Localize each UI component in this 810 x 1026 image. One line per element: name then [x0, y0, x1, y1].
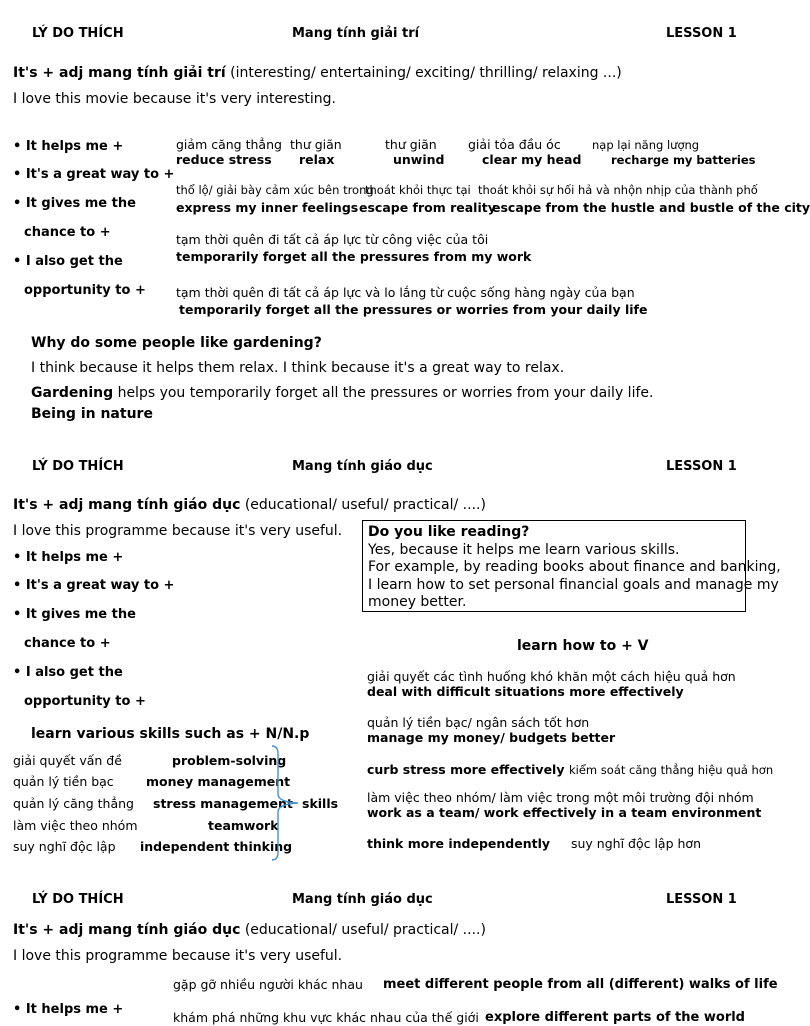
skill-5-en: independent thinking: [140, 839, 293, 854]
s1-row3-vi: tạm thời quên đi tất cả áp lực từ công việc của tôi: [176, 232, 489, 247]
s1-row1-vi-4: giải tỏa đầu óc: [468, 137, 561, 152]
s1-answer: I think because it helps them relax. I think because it's a great way to relax.: [31, 360, 565, 376]
s3-header-left: LÝ DO THÍCH: [32, 892, 124, 907]
s3-header-center: Mang tính giáo dục: [292, 892, 433, 907]
s3-explore-en: explore different parts of the world: [485, 1010, 745, 1025]
s2-bullet-opportunity: opportunity to +: [24, 694, 146, 709]
s3-meet-en: meet different people from all (different) walks of life: [383, 977, 778, 992]
s2-bullet-gives: • It gives me the: [13, 607, 136, 622]
s2-rule-rest: (educational/ useful/ practical/ ....): [240, 497, 486, 513]
s1-rule: [13, 65, 622, 81]
s1-nature: Being in nature: [31, 406, 153, 422]
skills-label: skills: [302, 796, 339, 811]
s1-row1-en-2: relax: [299, 152, 335, 167]
s1-row2-en-3: escape from the hustle and bustle of the city: [492, 200, 810, 215]
s1-row3-en: temporarily forget all the pressures from my work: [176, 249, 532, 264]
s1-gardening: [31, 385, 653, 401]
s1-row1-en-4: clear my head: [482, 152, 582, 167]
s1-row1-en-1: reduce stress: [176, 152, 272, 167]
skill-2-vi: quản lý tiền bạc: [13, 774, 114, 789]
skill-4-en: teamwork: [208, 818, 279, 833]
s1-row2-vi-1: thổ lộ/ giải bày cảm xúc bên trong: [176, 183, 374, 197]
s1-bullet-also: • I also get the: [13, 254, 123, 269]
how-item-4-en: work as a team/ work effectively in a team environment: [367, 805, 762, 820]
how-item-5-en: think more independently: [367, 836, 550, 851]
how-item-3-vi: kiểm soát căng thẳng hiệu quả hơn: [569, 763, 774, 777]
s1-gardening-rest: helps you temporarily forget all the pressures or worries from your daily life.: [113, 385, 654, 401]
s3-rule-bold: It's + adj mang tính giáo dục: [13, 922, 241, 938]
s1-row1-en-5: recharge my batteries: [611, 153, 756, 167]
s3-header-right: LESSON 1: [666, 892, 737, 907]
how-item-2-vi: quản lý tiền bạc/ ngân sách tốt hơn: [367, 715, 590, 730]
s2-example: I love this programme because it's very useful.: [13, 523, 343, 539]
s1-rule-rest: (interesting/ entertaining/ exciting/ thrilling/ relaxing ...): [225, 65, 622, 81]
s2-rule-bold: It's + adj mang tính giáo dục: [13, 497, 241, 513]
s3-rule-rest: (educational/ useful/ practical/ ....): [240, 922, 486, 938]
s1-row1-vi-5: nạp lại năng lượng: [592, 138, 700, 152]
box-line: Yes, because it helps me learn various skills.: [368, 541, 680, 558]
s1-row2-en-1: express my inner feelings: [176, 200, 359, 215]
s1-row1-vi-2: thư giãn: [290, 137, 342, 152]
learn-how-heading: learn how to + V: [517, 638, 649, 654]
skills-heading: learn various skills such as + N/N.p: [31, 726, 310, 742]
s2-header-left: LÝ DO THÍCH: [32, 459, 124, 474]
s2-bullet-great-way: • It's a great way to +: [13, 578, 175, 593]
s1-row2-vi-2: thoát khỏi thực tại: [365, 183, 471, 197]
how-item-2-en: manage my money/ budgets better: [367, 730, 616, 745]
s1-rule-bold: It's + adj mang tính giải trí: [13, 65, 226, 81]
skill-3-en: stress management: [153, 796, 293, 811]
s2-header-right: LESSON 1: [666, 459, 737, 474]
skills-brace-icon: [270, 744, 302, 862]
s1-row4-en: temporarily forget all the pressures or worries from your daily life: [179, 302, 648, 317]
s1-bullet-helps: • It helps me +: [13, 139, 124, 154]
s1-gardening-bold: Gardening: [31, 385, 114, 401]
s1-bullet-opportunity: opportunity to +: [24, 283, 146, 298]
s1-question: Why do some people like gardening?: [31, 335, 322, 351]
s2-bullet-chance: chance to +: [24, 636, 111, 651]
box-question: Do you like reading?: [368, 524, 530, 540]
s3-bullet-helps: • It helps me +: [13, 1002, 124, 1017]
skill-1-en: problem-solving: [172, 753, 287, 768]
s2-bullet-also: • I also get the: [13, 665, 123, 680]
s1-bullet-gives: • It gives me the: [13, 196, 136, 211]
s1-example: I love this movie because it's very interesting.: [13, 91, 336, 107]
how-item-1-vi: giải quyết các tình huống khó khăn một cách hiệu quả hơn: [367, 669, 736, 684]
box-line: For example, by reading books about finance and banking,: [368, 559, 781, 575]
skill-1-vi: giải quyết vấn đề: [13, 753, 122, 768]
s2-rule: [13, 497, 486, 513]
skill-3-vi: quản lý căng thẳng: [13, 796, 134, 811]
s1-row2-en-2: escape from reality: [359, 200, 496, 215]
skill-5-vi: suy nghĩ độc lập: [13, 839, 116, 854]
box-line: I learn how to set personal financial goals and manage my: [368, 576, 779, 593]
how-item-1-en: deal with difficult situations more effectively: [367, 684, 684, 699]
s1-row1-vi-3: thư giãn: [385, 137, 437, 152]
reading-example-box: [362, 520, 781, 612]
skill-2-en: money management: [146, 774, 291, 789]
s1-row2-vi-3: thoát khỏi sự hối hả và nhộn nhịp của thành phố: [478, 183, 758, 197]
s3-explore-vi: khám phá những khu vực khác nhau của thế giới: [173, 1010, 479, 1025]
skill-4-vi: làm việc theo nhóm: [13, 818, 138, 833]
box-line: money better.: [368, 594, 467, 610]
s2-bullet-helps: • It helps me +: [13, 550, 124, 565]
how-item-3-en: curb stress more effectively: [367, 762, 565, 777]
s1-bullet-great-way: • It's a great way to +: [13, 167, 175, 182]
s3-example: I love this programme because it's very useful.: [13, 948, 343, 964]
s3-rule: [13, 922, 486, 938]
s3-meet-vi: gặp gỡ nhiều người khác nhau: [173, 977, 363, 992]
how-item-4-vi: làm việc theo nhóm/ làm việc trong một môi trường đội nhóm: [367, 790, 754, 805]
s2-header-center: Mang tính giáo dục: [292, 459, 433, 474]
s1-row4-vi: tạm thời quên đi tất cả áp lực và lo lắng từ cuộc sống hàng ngày của bạn: [176, 285, 635, 300]
how-item-5-vi: suy nghĩ độc lập hơn: [571, 836, 701, 851]
s1-row1-vi-1: giảm căng thẳng: [176, 137, 282, 152]
s1-header-left: LÝ DO THÍCH: [32, 26, 124, 41]
s1-bullet-chance: chance to +: [24, 225, 111, 240]
s1-row1-en-3: unwind: [393, 152, 445, 167]
s1-header-right: LESSON 1: [666, 26, 737, 41]
s1-header-center: Mang tính giải trí: [292, 26, 420, 41]
